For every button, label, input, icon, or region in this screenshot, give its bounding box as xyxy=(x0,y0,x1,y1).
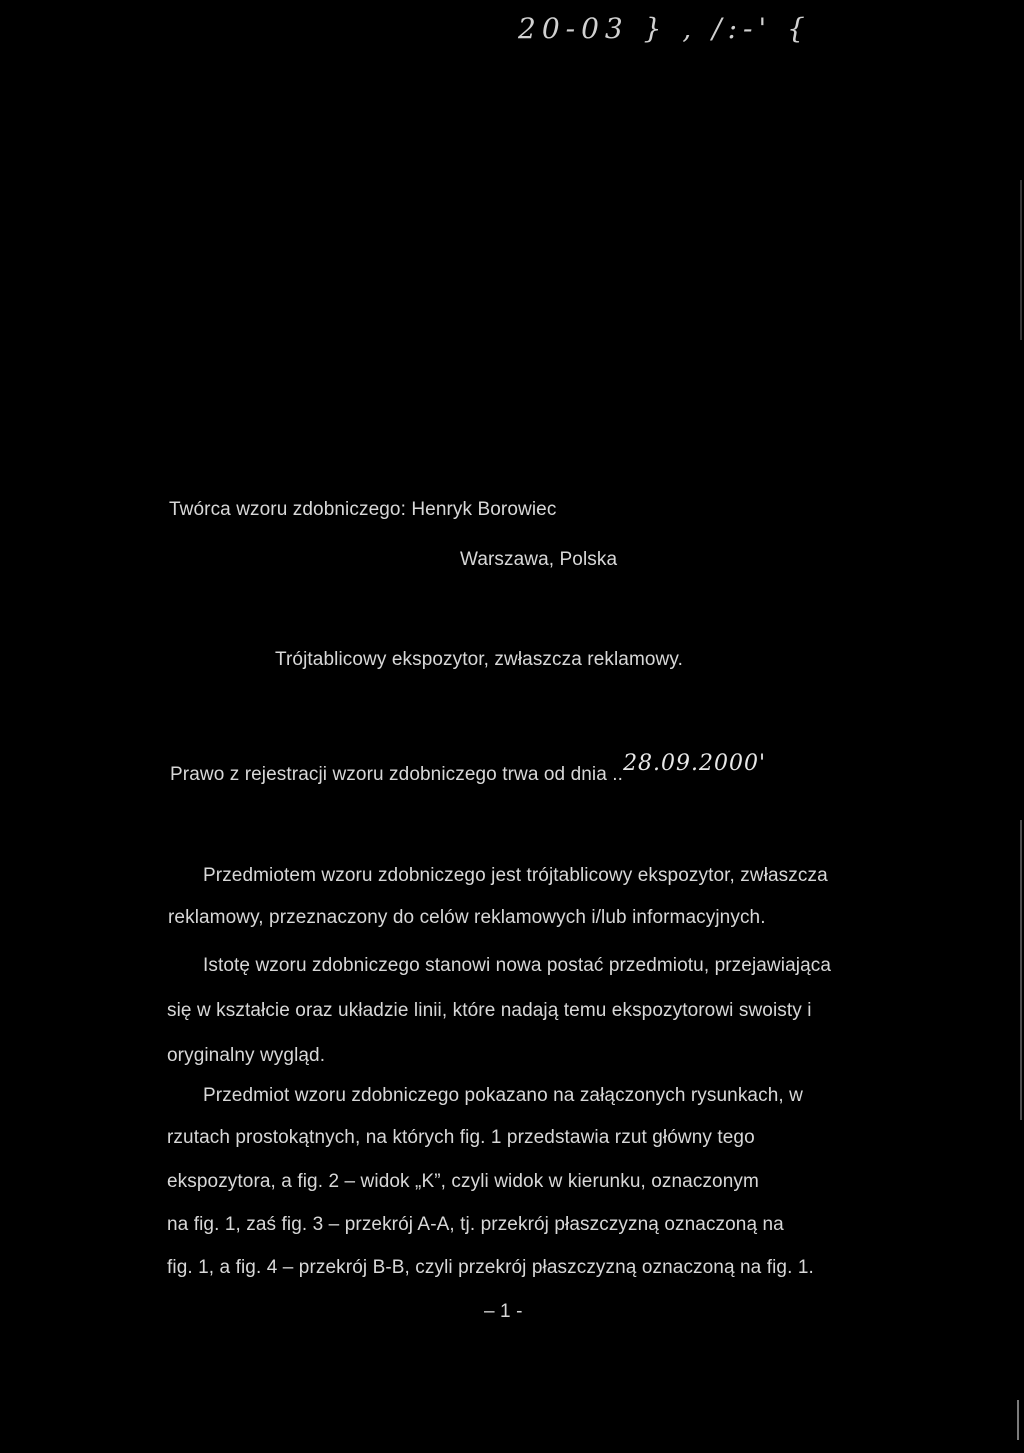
body-line: oryginalny wygląd. xyxy=(167,1045,326,1066)
creator-line: Twórca wzoru zdobniczego: Henryk Borowiec xyxy=(169,499,557,520)
body-line: fig. 1, a fig. 4 – przekrój B-B, czyli przekrój płaszczyzną oznaczoną na fig. 1. xyxy=(167,1257,814,1278)
rights-text: Prawo z rejestracji wzoru zdobniczego trwa od dnia .. xyxy=(170,764,624,785)
location-line: Warszawa, Polska xyxy=(460,549,618,570)
body-line: się w kształcie oraz układzie linii, które nadają temu ekspozytorowi swoisty i xyxy=(167,1000,812,1021)
body-line: na fig. 1, zaś fig. 3 – przekrój A-A, tj. przekrój płaszczyzną oznaczoną na xyxy=(167,1214,784,1235)
handwritten-date: 28.09.2000' xyxy=(623,751,767,776)
body-line: Przedmiotem wzoru zdobniczego jest trójtablicowy ekspozytor, zwłaszcza xyxy=(203,865,828,886)
body-line: reklamowy, przeznaczony do celów reklamowych i/lub informacyjnych. xyxy=(168,907,766,928)
title-line: Trójtablicowy ekspozytor, zwłaszcza reklamowy. xyxy=(275,649,683,670)
rights-line xyxy=(170,751,767,787)
scan-edge-mark xyxy=(1020,820,1022,1120)
scan-edge-mark xyxy=(1017,1400,1019,1440)
body-line: rzutach prostokątnych, na których fig. 1 przedstawia rzut główny tego xyxy=(167,1127,755,1148)
handwritten-header-note: 20-03 } , /:-' { xyxy=(518,12,811,45)
body-line: Przedmiot wzoru zdobniczego pokazano na załączonych rysunkach, w xyxy=(203,1085,803,1106)
body-line: ekspozytora, a fig. 2 – widok „K”, czyli widok w kierunku, oznaczonym xyxy=(167,1171,759,1192)
scan-edge-mark xyxy=(1020,180,1022,340)
body-line: Istotę wzoru zdobniczego stanowi nowa postać przedmiotu, przejawiająca xyxy=(203,955,831,976)
page-number: – 1 - xyxy=(484,1301,523,1322)
